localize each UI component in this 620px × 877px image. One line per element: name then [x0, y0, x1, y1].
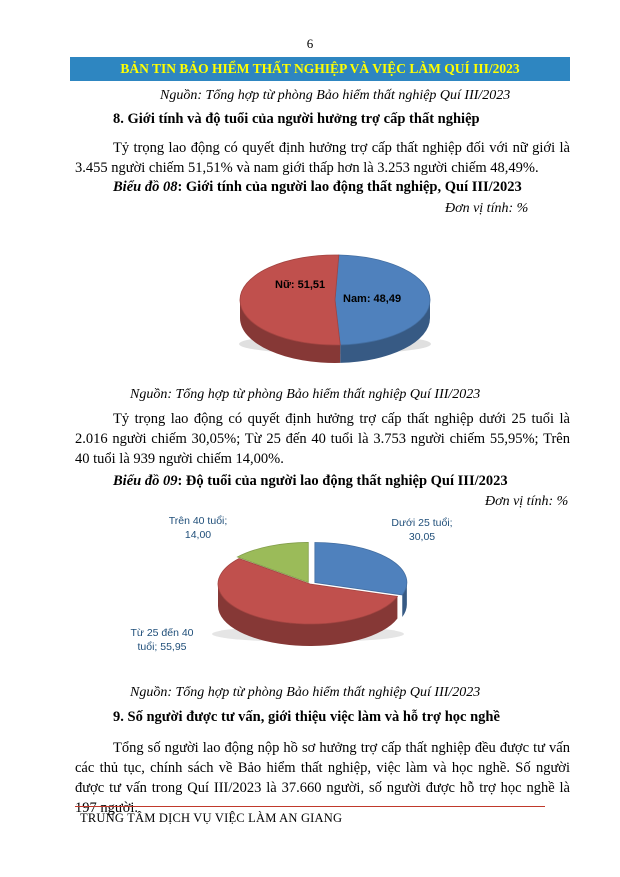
source-note-top: Nguồn: Tổng hợp từ phòng Bảo hiểm thất nghiệp Quí III/2023: [160, 88, 511, 103]
chart-08-pie: [225, 240, 445, 380]
chart-09-label-under25-line1: Dưới 25 tuổi;: [391, 517, 453, 529]
chart-09-label-under25-line2: 30,05: [408, 531, 436, 543]
chart-08-source: Nguồn: Tổng hợp từ phòng Bảo hiểm thất nghiệp Quí III/2023: [130, 387, 481, 402]
footer-divider: [75, 806, 545, 807]
chart-09-label-mid-line1: Từ 25 đến 40: [130, 627, 194, 639]
chart-09-title: [113, 473, 508, 490]
chart-09-title-text: : Độ tuổi của người lao động thất nghiệp Quí III/2023: [177, 473, 508, 489]
chart-09-label-over40-line1: Trên 40 tuổi;: [168, 515, 228, 527]
chart-09-label-mid-line2: tuổi; 55,95: [137, 641, 187, 653]
chart-09-unit: Đơn vị tính: %: [485, 494, 569, 509]
footer-text: TRUNG TÂM DỊCH VỤ VIỆC LÀM AN GIANG: [80, 811, 343, 825]
chart-08-title: [113, 179, 522, 196]
chart-09-source: Nguồn: Tổng hợp từ phòng Bảo hiểm thất nghiệp Quí III/2023: [130, 685, 481, 700]
section-9-paragraph: Tổng số người lao động nộp hồ sơ hưởng trợ cấp thất nghiệp đều được tư vấn các thủ tục, chính sách về Bảo hiểm thất nghiệp, việc làm và học nghề. Số người được tư vấn trong Quí III/2023 là 37.660 người, số người được hỗ trợ học nghề là 197 người.: [75, 740, 570, 816]
page-number: 6: [306, 36, 314, 51]
chart-09-label: Biểu đồ 09: [113, 473, 178, 489]
chart-09-label-over40-line2: 14,00: [184, 529, 212, 541]
section-8-heading: 8. Giới tính và độ tuổi của người hưởng trợ cấp thất nghiệp: [113, 111, 480, 127]
section-9-heading: 9. Số người được tư vấn, giới thiệu việc làm và hỗ trợ học nghề: [113, 709, 500, 725]
chart-09-pie: [130, 512, 490, 682]
chart-08-slices: [240, 255, 430, 345]
chart-08-label-female: Nữ: 51,51: [275, 279, 326, 291]
chart-08-unit: Đơn vị tính: %: [445, 201, 529, 216]
chart-08-label-male: Nam: 48,49: [343, 293, 402, 305]
age-paragraph: Tỷ trọng lao động có quyết định hưởng trợ cấp thất nghiệp dưới 25 tuổi là 2.016 người chiếm 30,05%; Từ 25 đến 40 tuổi là 3.753 người chiếm 55,95%; Trên 40 tuổi là 939 người chiếm 14,00%.: [75, 411, 570, 467]
section-8-paragraph: Tỷ trọng lao động có quyết định hưởng trợ cấp thất nghiệp đối với nữ giới là 3.455 người chiếm 51,51% và nam giới thấp hơn là 3.253 người chiếm 48,49%.: [75, 140, 570, 176]
chart-08-title-text: : Giới tính của người lao động thất nghiệp, Quí III/2023: [177, 179, 522, 195]
newsletter-banner: BẢN TIN BẢO HIỂM THẤT NGHIỆP VÀ VIỆC LÀM QUÍ III/2023: [70, 57, 570, 81]
chart-08-label: Biểu đồ 08: [113, 179, 178, 195]
